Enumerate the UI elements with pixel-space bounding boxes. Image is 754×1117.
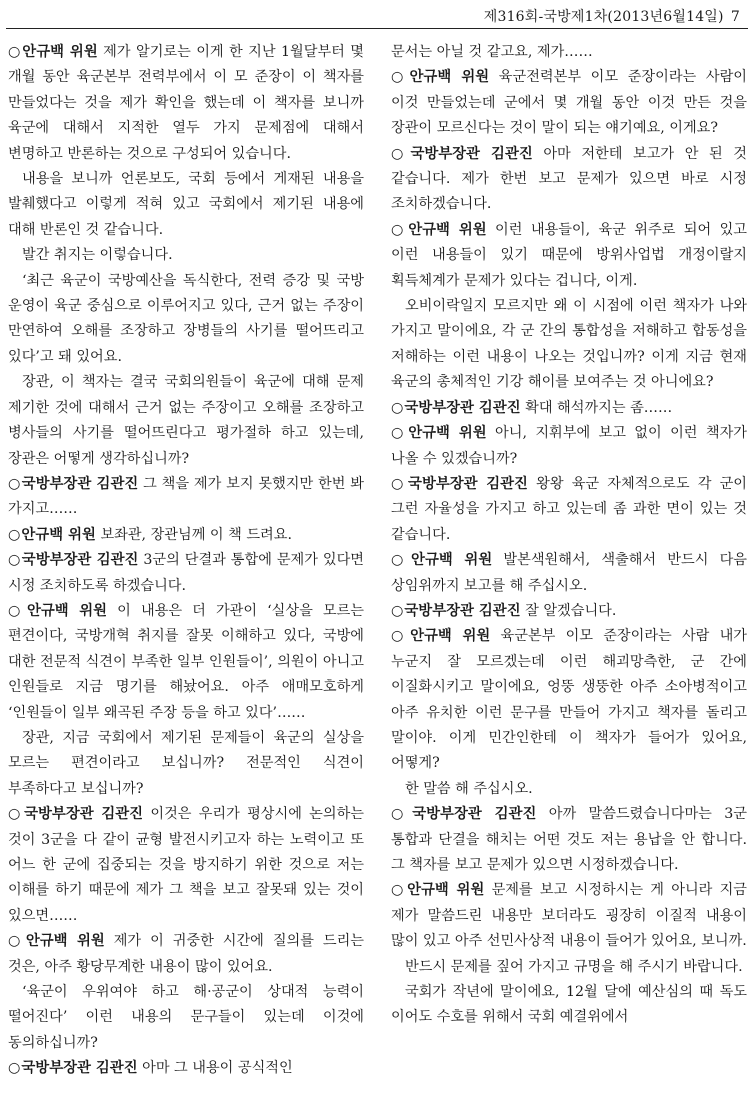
body-paragraph: 장관, 지금 국회에서 제기된 문제들이 육군의 실상을 모르는 편견이라고 보십니까? 전문적인 식견이 부족하다고 보십니까? <box>8 729 364 797</box>
body-paragraph: 내용을 보니까 언론보도, 국회 등에서 게재된 내용을 발췌했다고 이렇게 적혀 있고 국회에서 제기된 내용에 대해 반론인 것 같습니다. <box>8 171 364 238</box>
speech-text: 그 책을 제가 보지 못했지만 한번 봐 가지고…… <box>8 475 364 518</box>
body-paragraph: ‘최근 육군이 국방예산을 독식한다, 전력 증강 및 국방 운영이 육군 중심으로 이루어지고 있다, 근거 없는 주장이 만연하여 오해를 조장하고 장병들의 사기를 떨어뜨리고 있다’고 돼 있어요. <box>8 272 364 365</box>
speaker-circle-icon: ○ <box>391 399 404 416</box>
speaker-circle-icon: ○ <box>8 602 26 619</box>
speech-text: 문제를 보고 시정하시는 게 아니라 지금 제가 말씀드린 내용만 보더라도 굉장히 이질적 내용이 많이 있고 아주 선민사상적 내용이 들어가 있어요, 보니까. <box>391 882 747 950</box>
speaker-name: 안규백 위원 <box>26 602 108 619</box>
speaker-name: 국방부장관 김관진 <box>21 552 139 569</box>
body-paragraph: 문서는 아닐 것 같고요, 제가…… <box>391 44 593 60</box>
speaker-name: 안규백 위원 <box>408 221 487 238</box>
speech-paragraph <box>391 802 747 878</box>
speaker-circle-icon: ○ <box>391 628 410 645</box>
speech-text: 아까 말씀드렸습니다마는 3군 통합과 단결을 해치는 어떤 것도 저는 용납을 안 합니다. 그 책자를 보고 문제가 있으면 시정하겠습니다. <box>391 806 747 873</box>
header-divider <box>6 28 748 29</box>
speech-paragraph <box>391 65 747 141</box>
speaker-name: 국방부장관 김관진 <box>404 399 521 416</box>
body-paragraph: 국회가 작년에 말이에요, 12월 달에 예산심의 때 독도 이어도 수호를 위해서 국회 예결위에서 <box>391 984 747 1026</box>
speech-text: 아마 그 내용이 공식적인 <box>142 1060 293 1077</box>
speaker-name: 안규백 위원 <box>410 628 491 645</box>
speech-text: 발본색원해서, 색출해서 반드시 다음 상임위까지 보고를 해 주십시오. <box>391 552 747 594</box>
speaker-circle-icon: ○ <box>391 221 408 238</box>
speaker-circle-icon: ○ <box>391 602 404 619</box>
speaker-circle-icon: ○ <box>8 1060 21 1077</box>
speech-paragraph <box>8 472 364 523</box>
speech-paragraph <box>8 40 364 167</box>
speaker-circle-icon: ○ <box>391 425 408 442</box>
speaker-circle-icon: ○ <box>391 882 407 899</box>
speaker-name: 국방부장관 김관진 <box>408 475 528 492</box>
speaker-name: 안규백 위원 <box>22 44 98 60</box>
speech-text: 3군의 단결과 통합에 문제가 있다면 시정 조치하도록 하겠습니다. <box>8 552 364 594</box>
speaker-circle-icon: ○ <box>8 475 21 492</box>
speaker-circle-icon: ○ <box>8 552 21 569</box>
body-paragraph: ‘육군이 우위여야 하고 해·공군이 상대적 능력이 떨어진다’ 이런 내용의 문구들이 있는데 이것에 동의하십니까? <box>8 984 364 1051</box>
speech-text: 보좌관, 장관님께 이 책 드려요. <box>100 526 292 543</box>
page-number: 7 <box>730 9 740 25</box>
speech-paragraph <box>8 548 364 599</box>
speaker-name: 국방부장관 김관진 <box>410 145 533 162</box>
speech-paragraph <box>8 523 364 548</box>
body-paragraph: 반드시 문제를 짚어 가지고 규명을 해 주시기 바랍니다. <box>405 958 743 975</box>
speech-paragraph <box>391 624 747 776</box>
speech-text: 육군전력본부 이모 준장이라는 사람이 이것 만들었는데 군에서 몇 개월 동안 이것 만든 것을 장관이 모르신다는 것이 말이 되는 얘기예요, 이게요? <box>391 69 747 137</box>
body-paragraph: 오비이락일지 모르지만 왜 이 시점에 이런 책자가 나와 가지고 말이에요, 각 군 간의 통합성을 저해하고 합동성을 저해하는 이런 내용이 나오는 것입니까? 이게 지금 현재 육군의 총체적인 기강 해이를 보여주는 것 아니에요? <box>391 298 747 391</box>
body-paragraph: 한 말씀 해 주십시오. <box>405 780 533 797</box>
speech-text: 제가 이 귀중한 시간에 질의를 드리는 것은, 아주 황당무계한 내용이 많이 있어요. <box>8 933 364 975</box>
speech-text: 아마 저한테 보고가 안 된 것 같습니다. 제가 한번 보고 문제가 있으면 바로 시정 조치하겠습니다. <box>391 145 747 213</box>
speech-text: 아니, 지휘부에 보고 없이 이런 책자가 나올 수 있겠습니까? <box>391 425 747 467</box>
speaker-name: 국방부장관 김관진 <box>21 1060 138 1077</box>
speaker-circle-icon: ○ <box>8 526 21 543</box>
speech-paragraph <box>8 1056 364 1081</box>
speaker-circle-icon: ○ <box>391 806 412 823</box>
speech-paragraph <box>8 599 364 726</box>
speaker-name: 안규백 위원 <box>411 552 493 569</box>
speaker-circle-icon: ○ <box>8 933 25 950</box>
speech-text: 이런 내용들이, 육군 위주로 되어 있고 이런 내용들이 있기 때문에 방위사업법 개정이랄지 획득체계가 문제가 있다는 겁니다, 이게. <box>391 221 747 289</box>
speech-paragraph <box>391 421 747 472</box>
speaker-name: 안규백 위원 <box>21 526 96 543</box>
speech-paragraph <box>391 218 747 294</box>
page-header <box>0 0 754 28</box>
speaker-circle-icon: ○ <box>391 145 410 162</box>
speaker-name: 안규백 위원 <box>409 69 490 86</box>
speaker-circle-icon: ○ <box>8 44 22 60</box>
speech-paragraph <box>391 548 747 599</box>
session-title: 제316회-국방제1차(2013년6월14일) <box>483 9 724 25</box>
left-text-column <box>8 40 364 1082</box>
speaker-name: 국방부장관 김관진 <box>21 475 139 492</box>
speech-text: 제가 알기로는 이게 한 지난 1월달부터 몇 개월 동안 육군본부 전력부에서 이 모 준장이 이 책자를 만들었다는 것을 제가 확인을 했는데 이 책자를 보니까 육군에 대해서 지적한 열두 가지 문제점에 대해서 변명하고 반론하는 것으로 구성되어 있습니다. <box>8 44 364 162</box>
speech-text: 이것은 우리가 평상시에 논의하는 것이 3군을 다 같이 균형 발전시키고자 하는 노력이고 또 어느 한 군에 집중되는 것을 방지하기 위한 것으로 저는 이해를 하기 때문에 제가 그 책을 보고 잘못돼 있는 것이 있으면…… <box>8 806 364 924</box>
right-text-column <box>391 40 747 1031</box>
speech-text: 이 내용은 더 가관이 ‘실상을 모르는 편견이다, 국방개혁 취지를 잘못 이해하고 있다, 국방에 대한 전문적 식견이 부족한 일부 인원들이’, 의원이 아니고 인원들로 지금 명기를 해놨어요. 아주 애매모호하게 ‘인원들이 일부 왜곡된 주장 등을 하고 있다’…… <box>8 602 364 721</box>
speech-text: 잘 알겠습니다. <box>525 602 617 619</box>
speaker-name: 국방부장관 김관진 <box>412 806 537 823</box>
speaker-name: 국방부장관 김관진 <box>404 602 521 619</box>
speech-text: 왕왕 육군 자체적으로도 각 군이 그런 자율성을 가지고 하고 있는데 좀 과한 면이 있는 것 같습니다. <box>391 475 747 543</box>
speaker-circle-icon: ○ <box>8 806 24 823</box>
speech-text: 확대 해석까지는 좀…… <box>525 399 673 416</box>
body-paragraph: 장관, 이 책자는 결국 국회의원들이 육군에 대해 문제 제기한 것에 대해서 근거 없는 주장이고 오해를 조장하고 병사들의 사기를 떨어뜨린다고 평가절하 하고 있는데, 장관은 어떻게 생각하십니까? <box>8 374 364 467</box>
speaker-name: 안규백 위원 <box>408 425 487 442</box>
speech-text: 육군본부 이모 준장이라는 사람 내가 누군지 잘 모르겠는데 이런 해괴망측한, 군 간에 이질화시키고 말이에요, 엉뚱 생뚱한 아주 소아병적이고 아주 유치한 이런 문구를 만들어 가지고 책자를 돌리고 말이야. 이게 민간인한테 이 책자가 들어가 있어요, 어떻게? <box>391 628 747 772</box>
speech-paragraph <box>391 472 747 548</box>
speech-paragraph <box>391 878 747 954</box>
speech-paragraph <box>391 396 747 421</box>
speaker-circle-icon: ○ <box>391 552 411 569</box>
body-paragraph: 발간 취지는 이렇습니다. <box>22 247 173 264</box>
speaker-circle-icon: ○ <box>391 475 408 492</box>
speaker-name: 안규백 위원 <box>407 882 485 899</box>
speaker-name: 국방부장관 김관진 <box>24 806 144 823</box>
speech-paragraph <box>391 599 747 624</box>
speaker-name: 안규백 위원 <box>25 933 105 950</box>
speech-paragraph <box>8 929 364 980</box>
header-title-and-page <box>484 6 740 26</box>
speaker-circle-icon: ○ <box>391 69 409 86</box>
speech-paragraph <box>391 142 747 218</box>
speech-paragraph <box>8 802 364 929</box>
